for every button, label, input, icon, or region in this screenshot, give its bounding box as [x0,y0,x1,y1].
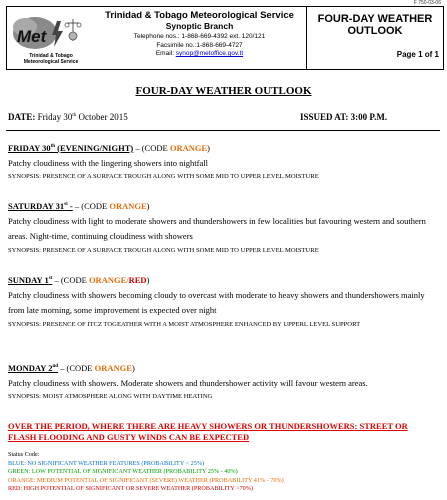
status-code-legend [8,451,284,494]
forecast-day [8,141,440,182]
forecast-day [8,199,440,256]
day-name: FRIDAY 30th (EVENING/NIGHT) [8,142,134,153]
code-orange: ORANGE [88,274,127,285]
page-title: FOUR-DAY WEATHER OUTLOOK [135,85,312,97]
code-orange: ORANGE [169,142,208,153]
day-heading: SUNDAY 1st – (CODE ORANGE/RED) [8,274,150,285]
code-red: RED [128,274,147,285]
email-label: Email: [155,50,176,57]
svg-text:Met: Met [17,27,47,46]
telephone-line: Telephone nos.: 1-868-669-4392 ext. 120/121 [133,33,266,40]
date-label: DATE: [8,112,36,122]
organization-info [93,7,306,69]
day-name: MONDAY 2nd [8,362,59,373]
day-synopsis: SYNOPSIS: MOIST ATMOSPHERE ALONG WITH DAYTIME HEATING [8,393,213,401]
date-rest: October 2015 [76,112,128,122]
status-red: RED: HIGH POTENTIAL OF SIGNIFICANT OR SEVERE WEATHER (PROBABILITY >70%) [8,485,253,493]
document-title-line2: OUTLOOK [347,25,403,37]
day-name: SUNDAY 1st [8,274,53,285]
day-forecast: Patchy cloudiness with showers becoming cloudy to overcast with moderate to heavy showers and thundershowers mainly from late morning, some improvement is expected over night [8,289,425,316]
day-heading: MONDAY 2nd – (CODE ORANGE) [8,362,135,373]
day-forecast: Patchy cloudiness with showers. Moderate showers and thundershower activity will favour western areas. [8,377,368,388]
divider [6,130,440,131]
issued-time: ISSUED AT: 3:00 P.M. [300,112,388,122]
code-orange: ORANGE [94,362,132,373]
page-number: Page 1 of 1 [396,50,439,59]
day-heading: SATURDAY 31st - – (CODE ORANGE) [8,200,150,211]
status-green: GREEN: LOW POTENTIAL OF SIGNIFICANT WEATHER (PROBABILITY 25% - 40%) [8,468,238,476]
flood-warning: OVER THE PERIOD, WHERE THERE ARE HEAVY SHOWERS OR THUNDERSHOWERS: STREET OR FLASH FLOODING AND GUSTY WINDS CAN BE EXPECTED [8,421,408,442]
logo-area [7,7,93,69]
facsimile-line: Facsimile no.:1-868-669-4727 [156,41,243,49]
forecast-day [8,361,440,402]
organization-name: Trinidad & Tobago Meteorological Service [105,10,294,21]
day-forecast: Patchy cloudiness with the lingering showers into nightfall [8,157,208,168]
branch-name: Synoptic Branch [165,21,234,31]
day-heading: FRIDAY 30th (EVENING/NIGHT) – (CODE ORANGE) [8,142,210,153]
met-logo-icon [11,11,91,51]
day-forecast: Patchy cloudiness with light to moderate showers and thundershowers in few localities but favouring western and southern areas. Night-time, continuing cloudiness with showers [8,215,426,242]
day-synopsis: SYNOPSIS: PRESENCE OF A SURFACE TROUGH ALONG WITH SOME MID TO UPPER LEVEL MOISTURE [8,173,319,181]
code-orange: ORANGE [109,200,147,211]
date-day: Friday 30 [37,112,73,122]
status-blue: BLUE: NO SIGNIFICANT WEATHER FEATURES (PROBABILITY < 25%) [8,459,205,467]
document-title-line1: FOUR-DAY WEATHER [317,13,433,25]
forecast-day [8,273,440,330]
document-title-box [306,7,443,69]
issue-date [8,112,128,122]
email-line [93,50,306,59]
status-orange: ORANGE: MEDIUM POTENTIAL OF SIGNIFICANT (SEVERE) WEATHER (PROBABILITY 41% - 70%) [8,476,284,484]
logo-subtitle: Trinidad & Tobago Meteorological Service [23,53,79,65]
document-header [6,6,444,70]
form-reference-code: F 750-03-06 [413,0,441,6]
date-day-suffix: th [72,113,77,118]
day-synopsis: SYNOPSIS: PRESENCE OF ITCZ TOGEATHER WITH A MOIST ATMOSPHERE ENHANCED BY UPPERL LEVEL SUPPORT [8,320,361,328]
day-synopsis: SYNOPSIS: PRESENCE OF A SURFACE TROUGH ALONG WITH SOME MID TO UPPER LEVEL MOISTURE [8,246,319,254]
status-title: Status Code: [8,451,40,458]
day-name: SATURDAY 31st - [8,200,73,211]
email-link[interactable]: synop@metoffice.gov.tt [175,50,244,57]
